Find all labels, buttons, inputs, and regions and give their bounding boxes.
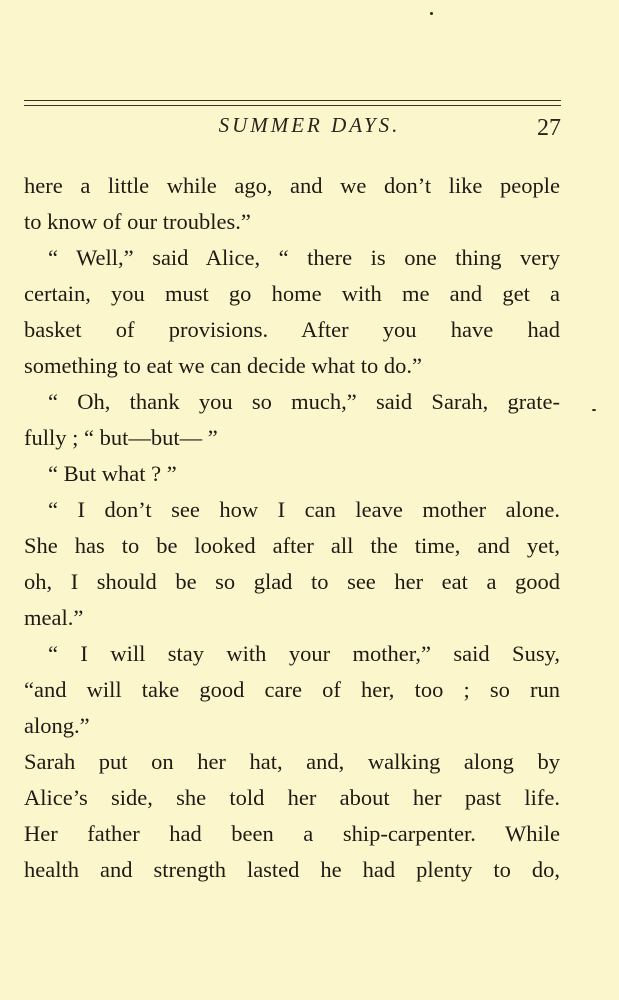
text-line: “ I don’t see how I can leave mother alone. (48, 497, 560, 522)
text-line: here a little while ago, and we don’t like people (24, 173, 560, 198)
print-speck (430, 12, 433, 15)
text-line: She has to be looked after all the time, and yet, (24, 533, 560, 558)
text-line: Her father had been a ship-carpenter. While (24, 821, 560, 846)
page-number: 27 (537, 115, 561, 141)
text-line: “ I will stay with your mother,” said Susy, (48, 641, 560, 666)
text-line: basket of provisions. After you have had (24, 317, 560, 342)
text-line: “ Oh, thank you so much,” said Sarah, grate- (48, 389, 560, 414)
running-title: SUMMER DAYS. (218, 113, 401, 137)
text-line: “and will take good care of her, too ; so run (24, 677, 560, 702)
print-speck (592, 409, 596, 411)
body-text (24, 168, 560, 888)
text-line: health and strength lasted he had plenty to do, (24, 857, 560, 882)
text-line: Alice’s side, she told her about her past life. (24, 785, 560, 810)
text-line: oh, I should be so glad to see her eat a good (24, 569, 560, 594)
text-line: meal.” (24, 605, 84, 630)
text-line: along.” (24, 713, 90, 738)
text-line: “ But what ? ” (48, 461, 177, 486)
header-rule-top (24, 100, 561, 101)
text-line: certain, you must go home with me and get a (24, 281, 560, 306)
header-rule-bottom (24, 105, 561, 106)
text-line: something to eat we can decide what to do.” (24, 353, 422, 378)
text-line: Sarah put on her hat, and, walking along by (24, 749, 560, 774)
text-line: to know of our troubles.” (24, 209, 251, 234)
text-line: “ Well,” said Alice, “ there is one thing very (48, 245, 560, 270)
text-line: fully ; “ but—but— ” (24, 425, 218, 450)
